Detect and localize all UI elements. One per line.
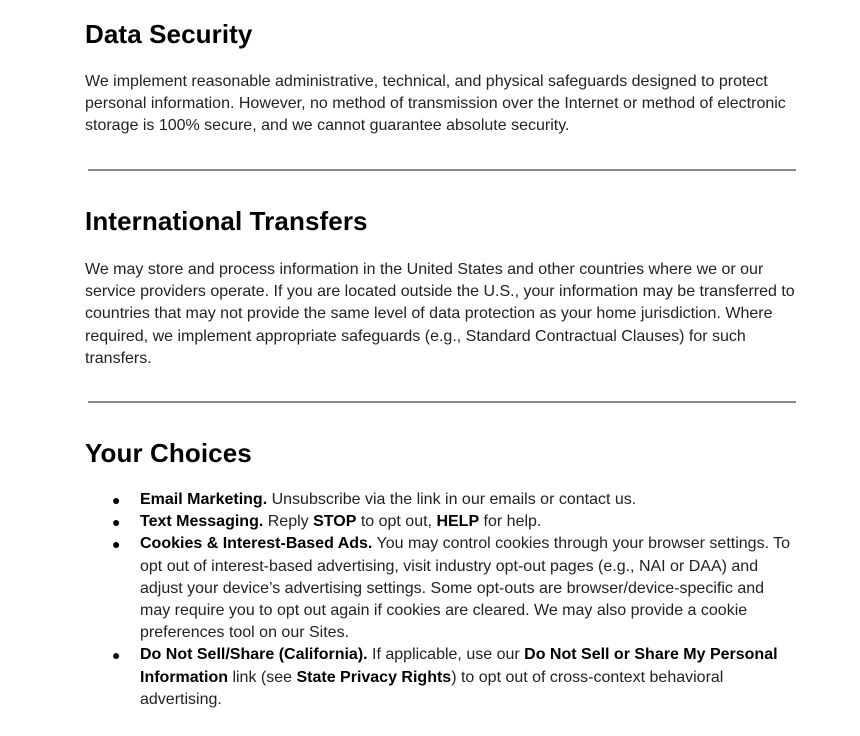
list-item-email-marketing: [85, 489, 797, 511]
item-text: If applicable, use our: [367, 646, 525, 664]
item-text: Unsubscribe via the link in our emails or contact us.: [267, 491, 637, 508]
list-item-do-not-sell: [85, 644, 797, 711]
item-label: Cookies & Interest-Based Ads.: [140, 535, 373, 553]
item-text: Reply: [263, 513, 314, 531]
item-label: Text Messaging.: [140, 513, 264, 531]
item-label: Do Not Sell/Share (California).: [140, 646, 368, 664]
item-text: for help.: [479, 513, 542, 531]
choices-list: [85, 489, 797, 711]
bullet-icon: ●: [112, 536, 121, 553]
help-keyword: HELP: [436, 513, 480, 531]
state-privacy-rights-ref: State Privacy Rights: [296, 668, 452, 686]
item-text: ) to opt out of cross-context behavioral advertising.: [140, 668, 724, 708]
list-item-text-messaging: [85, 511, 797, 533]
stop-keyword: STOP: [313, 513, 357, 531]
item-text: You may control cookies through your browser settings. To opt out of interest-based advertising, visit industry opt-out pages (e.g., NAI or DAA) and adjust your device’s advertising settings. Some opt-outs are browser/device-specific and may require you to opt out again if cookies are cleared. We may also provide a cookie preferences tool on our Sites.: [140, 535, 791, 642]
data-security-heading: Data Security: [85, 19, 253, 49]
do-not-sell-link: Do Not Sell or Share My Personal Information: [140, 646, 778, 686]
section-divider: [88, 169, 796, 171]
bullet-icon: ●: [112, 514, 121, 531]
your-choices-heading: Your Choices: [85, 438, 252, 468]
list-item-cookies: [85, 533, 797, 644]
data-security-body: We implement reasonable administrative, technical, and physical safeguards designed to protect personal information. However, no method of transmission over the Internet or method of electronic storage is 100% secure, and we cannot guarantee absolute security.: [85, 73, 786, 135]
bullet-icon: ●: [112, 647, 121, 664]
item-text: to opt out,: [356, 513, 437, 531]
international-transfers-body: We may store and process information in the United States and other countries where we or our service providers operate. If you are located outside the U.S., your information may be transferred to countries that may not provide the same level of data protection as your home jurisdiction. Where required, we implement appropriate safeguards (e.g., Standard Contractual Clauses) for such transfers.: [85, 261, 795, 367]
item-label: Email Marketing.: [140, 491, 268, 508]
bullet-icon: ●: [112, 492, 121, 508]
item-text: link (see: [228, 668, 297, 686]
international-transfers-heading: International Transfers: [85, 206, 368, 236]
section-divider: [88, 401, 796, 403]
